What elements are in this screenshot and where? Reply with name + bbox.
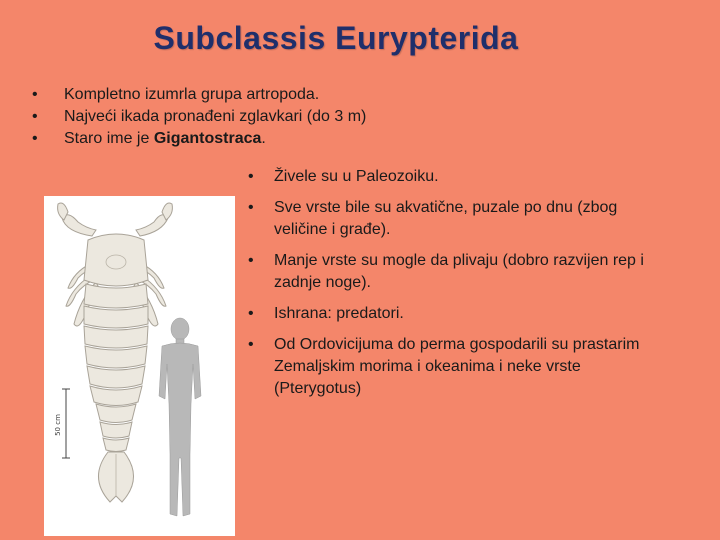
detail-bullet: • Ishrana: predatori. <box>245 303 665 325</box>
eurypterid-vs-human-illustration <box>44 196 235 536</box>
eurypterid-body <box>58 203 173 502</box>
scale-bar <box>54 389 70 458</box>
intro-bullet: • Najveći ikada pronađeni zglavkari (do 3 m) <box>32 106 672 128</box>
intro-bullet: • Staro ime je Gigantostraca. <box>32 128 672 150</box>
detail-bullet-list <box>245 166 665 409</box>
detail-bullet: • Od Ordovicijuma do perma gospodarili su prastarim Zemaljskim morima i okeanima i neke vrste (Pterygotus) <box>245 334 665 400</box>
scale-label: 50 cm <box>54 414 62 436</box>
gigantostraca-term: Gigantostraca <box>153 130 262 147</box>
intro-bullet-list <box>32 84 672 150</box>
intro-bullet: • Kompletno izumrla grupa artropoda. <box>32 84 672 106</box>
detail-bullet: • Živele su u Paleozoiku. <box>245 166 665 188</box>
human-silhouette <box>159 318 201 516</box>
slide-title: Subclassis Eurypterida <box>153 20 519 56</box>
detail-bullet: • Sve vrste bile su akvatične, puzale po dnu (zbog veličine i građe). <box>245 197 665 241</box>
detail-bullet: • Manje vrste su mogle da plivaju (dobro razvijen rep i zadnje noge). <box>245 250 665 294</box>
